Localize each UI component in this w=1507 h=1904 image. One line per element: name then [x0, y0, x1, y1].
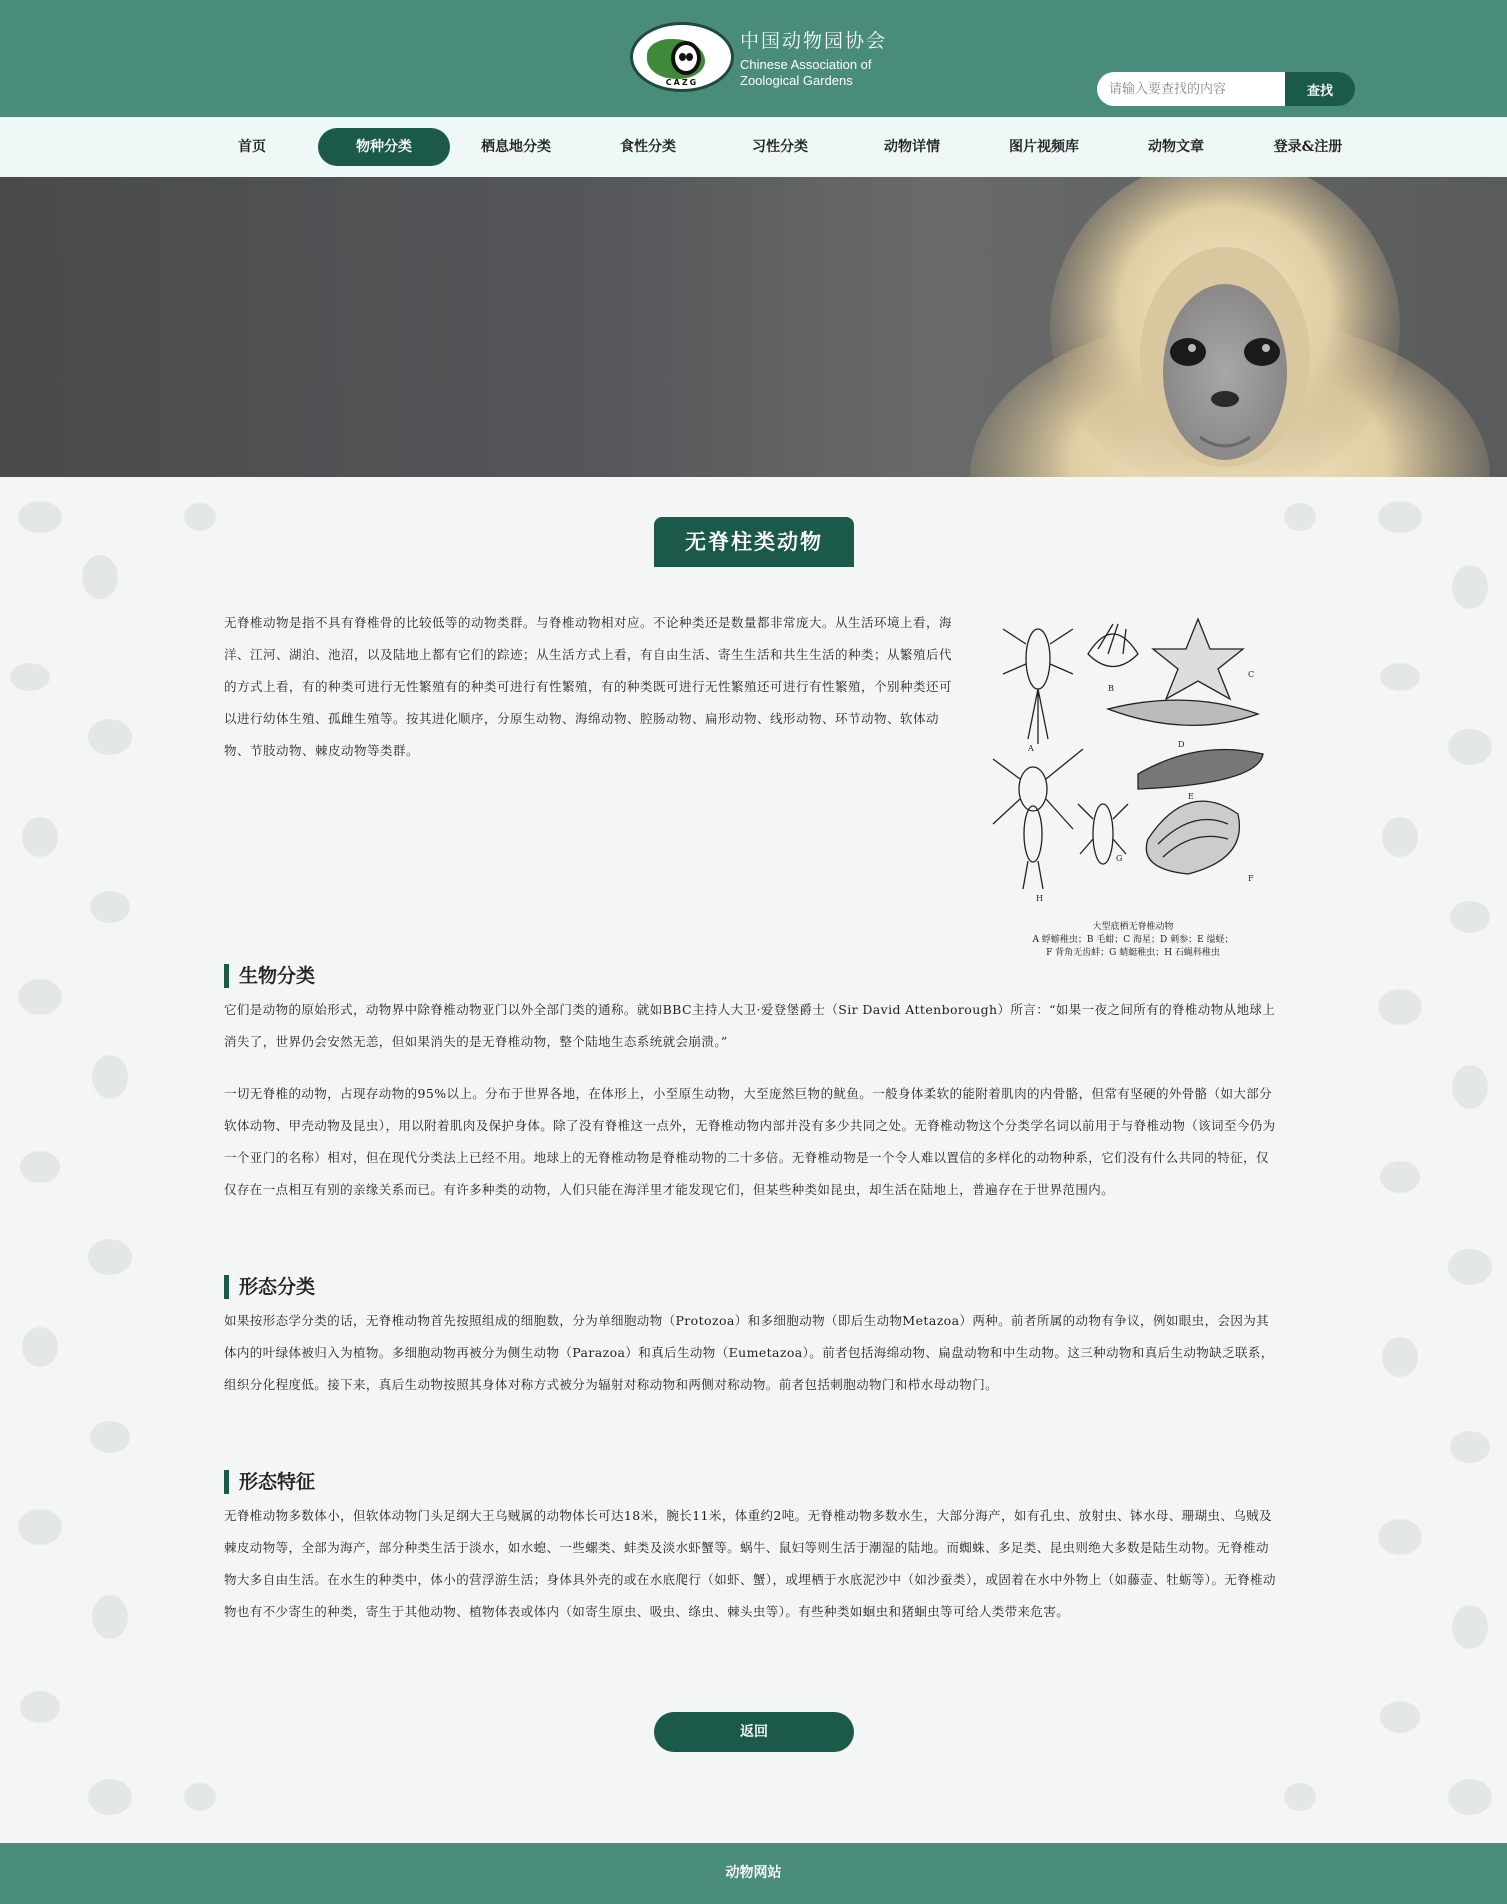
brand-name-cn: 中国动物园协会	[740, 29, 888, 52]
section-heading: 形态分类	[224, 1275, 1280, 1299]
page-title: 无脊柱类动物	[654, 517, 854, 567]
section-morphological-features	[224, 1470, 1280, 1628]
figure-label-g: G	[1116, 854, 1123, 863]
site-footer: 动物网站	[0, 1843, 1507, 1904]
figure-caption-line-3: F 背角无齿蚌；G 蜻蜓稚虫；H 石蝇科稚虫	[1046, 948, 1220, 958]
site-logo[interactable]	[630, 22, 887, 92]
figure-label-b: B	[1108, 684, 1114, 693]
nav-item-details[interactable]: 动物详情	[884, 139, 940, 155]
figure-label-e: E	[1188, 792, 1194, 801]
main-content	[0, 477, 1507, 1843]
nav-item-habitat[interactable]: 栖息地分类	[481, 139, 551, 155]
section-morphological-classification	[224, 1275, 1280, 1401]
search-button[interactable]: 查找	[1285, 72, 1355, 106]
section-paragraph: 如果按形态学分类的话，无脊椎动物首先按照组成的细胞数，分为单细胞动物（Protozoa）和多细胞动物（即后生动物Metazoa）两种。前者所属的动物有争议，例如眼虫，会因为其体内的叶绿体被归入为植物。多细胞动物再被分为侧生动物（Parazoa）和真后生动物（Eumetazoa）。前者包括海绵动物、扁盘动物和中生动物。这三种动物和真后生动物缺乏联系，组织分化程度低。接下来，真后生动物按照其身体对称方式被分为辐射对称动物和两侧对称动物。前者包括刺胞动物门和栉水母动物门。	[224, 1313, 1274, 1392]
nav-item-media[interactable]: 图片视频库	[1009, 139, 1079, 155]
figure-label-d: D	[1178, 740, 1185, 749]
emblem-text: CAZG	[665, 78, 699, 87]
site-header	[0, 0, 1507, 117]
section-heading: 生物分类	[224, 964, 1280, 988]
section-classification	[224, 964, 1280, 1206]
nav-item-behavior[interactable]: 习性分类	[752, 139, 808, 155]
figure-label-c: C	[1248, 670, 1255, 679]
section-paragraph: 一切无脊椎的动物，占现存动物的95%以上。分布于世界各地，在体形上，小至原生动物，大至庞然巨物的鱿鱼。一般身体柔软的能附着肌肉的内骨骼，但常有坚硬的外骨骼（如大部分软体动物、甲壳动物及昆虫），用以附着肌肉及保护身体。除了没有脊椎这一点外，无脊椎动物内部并没有多少共同之处。无脊椎动物这个分类学名词以前用于与脊椎动物（该词至今仍为一个亚门的名称）相对，但在现代分类法上已经不用。地球上的无脊椎动物是脊椎动物的二十多倍。无脊椎动物是一个令人难以置信的多样化的动物种系，它们没有什么共同的特征，仅仅存在一点相互有别的亲缘关系而已。有许多种类的动物，人们只能在海洋里才能发现它们，但某些种类如昆虫，却生活在陆地上，普遍存在于世界范围内。	[224, 1086, 1276, 1197]
nav-item-login[interactable]: 登录&注册	[1273, 139, 1343, 155]
back-button[interactable]: 返回	[654, 1712, 854, 1752]
search-bar	[1097, 72, 1355, 106]
nav-item-diet[interactable]: 食性分类	[620, 139, 676, 155]
figure-label-a: A	[1028, 744, 1034, 753]
section-paragraph: 它们是动物的原始形式，动物界中除脊椎动物亚门以外全部门类的通称。就如BBC主持人大卫·爱登堡爵士（Sir David Attenborough）所言：“如果一夜之间所有的脊椎动物从地球上消失了，世界仍会安然无恙，但如果消失的是无脊椎动物，整个陆地生态系统就会崩溃。”	[224, 1002, 1276, 1049]
golden-monkey-image	[960, 177, 1507, 477]
search-input[interactable]	[1097, 72, 1285, 106]
main-nav	[0, 117, 1507, 177]
brand-name-en-1: Chinese Association of	[740, 56, 872, 72]
nav-item-articles[interactable]: 动物文章	[1148, 139, 1204, 155]
figure-caption	[988, 921, 1278, 960]
invertebrate-illustration	[988, 599, 1278, 917]
section-paragraph: 无脊椎动物多数体小，但软体动物门头足纲大王乌贼属的动物体长可达18米，腕长11米，体重约2吨。无脊椎动物多数水生，大部分海产，如有孔虫、放射虫、钵水母、珊瑚虫、乌贼及棘皮动物等，全部为海产，部分种类生活于淡水，如水螅、一些螺类、蚌类及淡水虾蟹等。蜗牛、鼠妇等则生活于潮湿的陆地。而蜘蛛、多足类、昆虫则绝大多数是陆生动物。无脊椎动物大多自由生活。在水生的种类中，体小的营浮游生活；身体具外壳的或在水底爬行（如虾、蟹），或埋栖于水底泥沙中（如沙蚕类），或固着在水中外物上（如藤壶、牡蛎等）。无脊椎动物也有不少寄生的种类，寄生于其他动物、植物体表或体内（如寄生原虫、吸虫、绦虫、棘头虫等）。有些种类如蛔虫和猪蛔虫等可给人类带来危害。	[224, 1508, 1276, 1619]
figure-label-h: H	[1036, 894, 1043, 903]
cazg-emblem-icon	[630, 22, 734, 92]
figure-caption-line-2: A 蜉蝣稚虫；B 毛蚶；C 海星；D 刺参；E 缢蛏；	[1032, 935, 1234, 945]
brand-name-en-2: Zoological Gardens	[740, 72, 853, 88]
section-heading: 形态特征	[224, 1470, 1280, 1494]
hero-banner	[0, 177, 1507, 477]
intro-paragraph: 无脊椎动物是指不具有脊椎骨的比较低等的动物类群。与脊椎动物相对应。不论种类还是数量都非常庞大。从生活环境上看，海洋、江河、湖泊、池沼，以及陆地上都有它们的踪迹；从生活方式上看，有自由生活、寄生生活和共生生活的种类；从繁殖后代的方式上看，有的种类可进行无性繁殖有的种类可进行有性繁殖，有的种类既可进行无性繁殖还可进行有性繁殖，个别种类还可以进行幼体生殖、孤雌生殖等。按其进化顺序，分原生动物、海绵动物、腔肠动物、扁形动物、线形动物、环节动物、软体动物、节肢动物、棘皮动物等类群。	[224, 615, 953, 758]
nav-item-home[interactable]: 首页	[238, 139, 266, 155]
invertebrate-figure	[988, 599, 1278, 958]
nav-item-species[interactable]: 物种分类	[318, 128, 450, 166]
figure-label-f: F	[1248, 874, 1254, 883]
figure-caption-title: 大型底栖无脊椎动物	[1092, 922, 1174, 932]
